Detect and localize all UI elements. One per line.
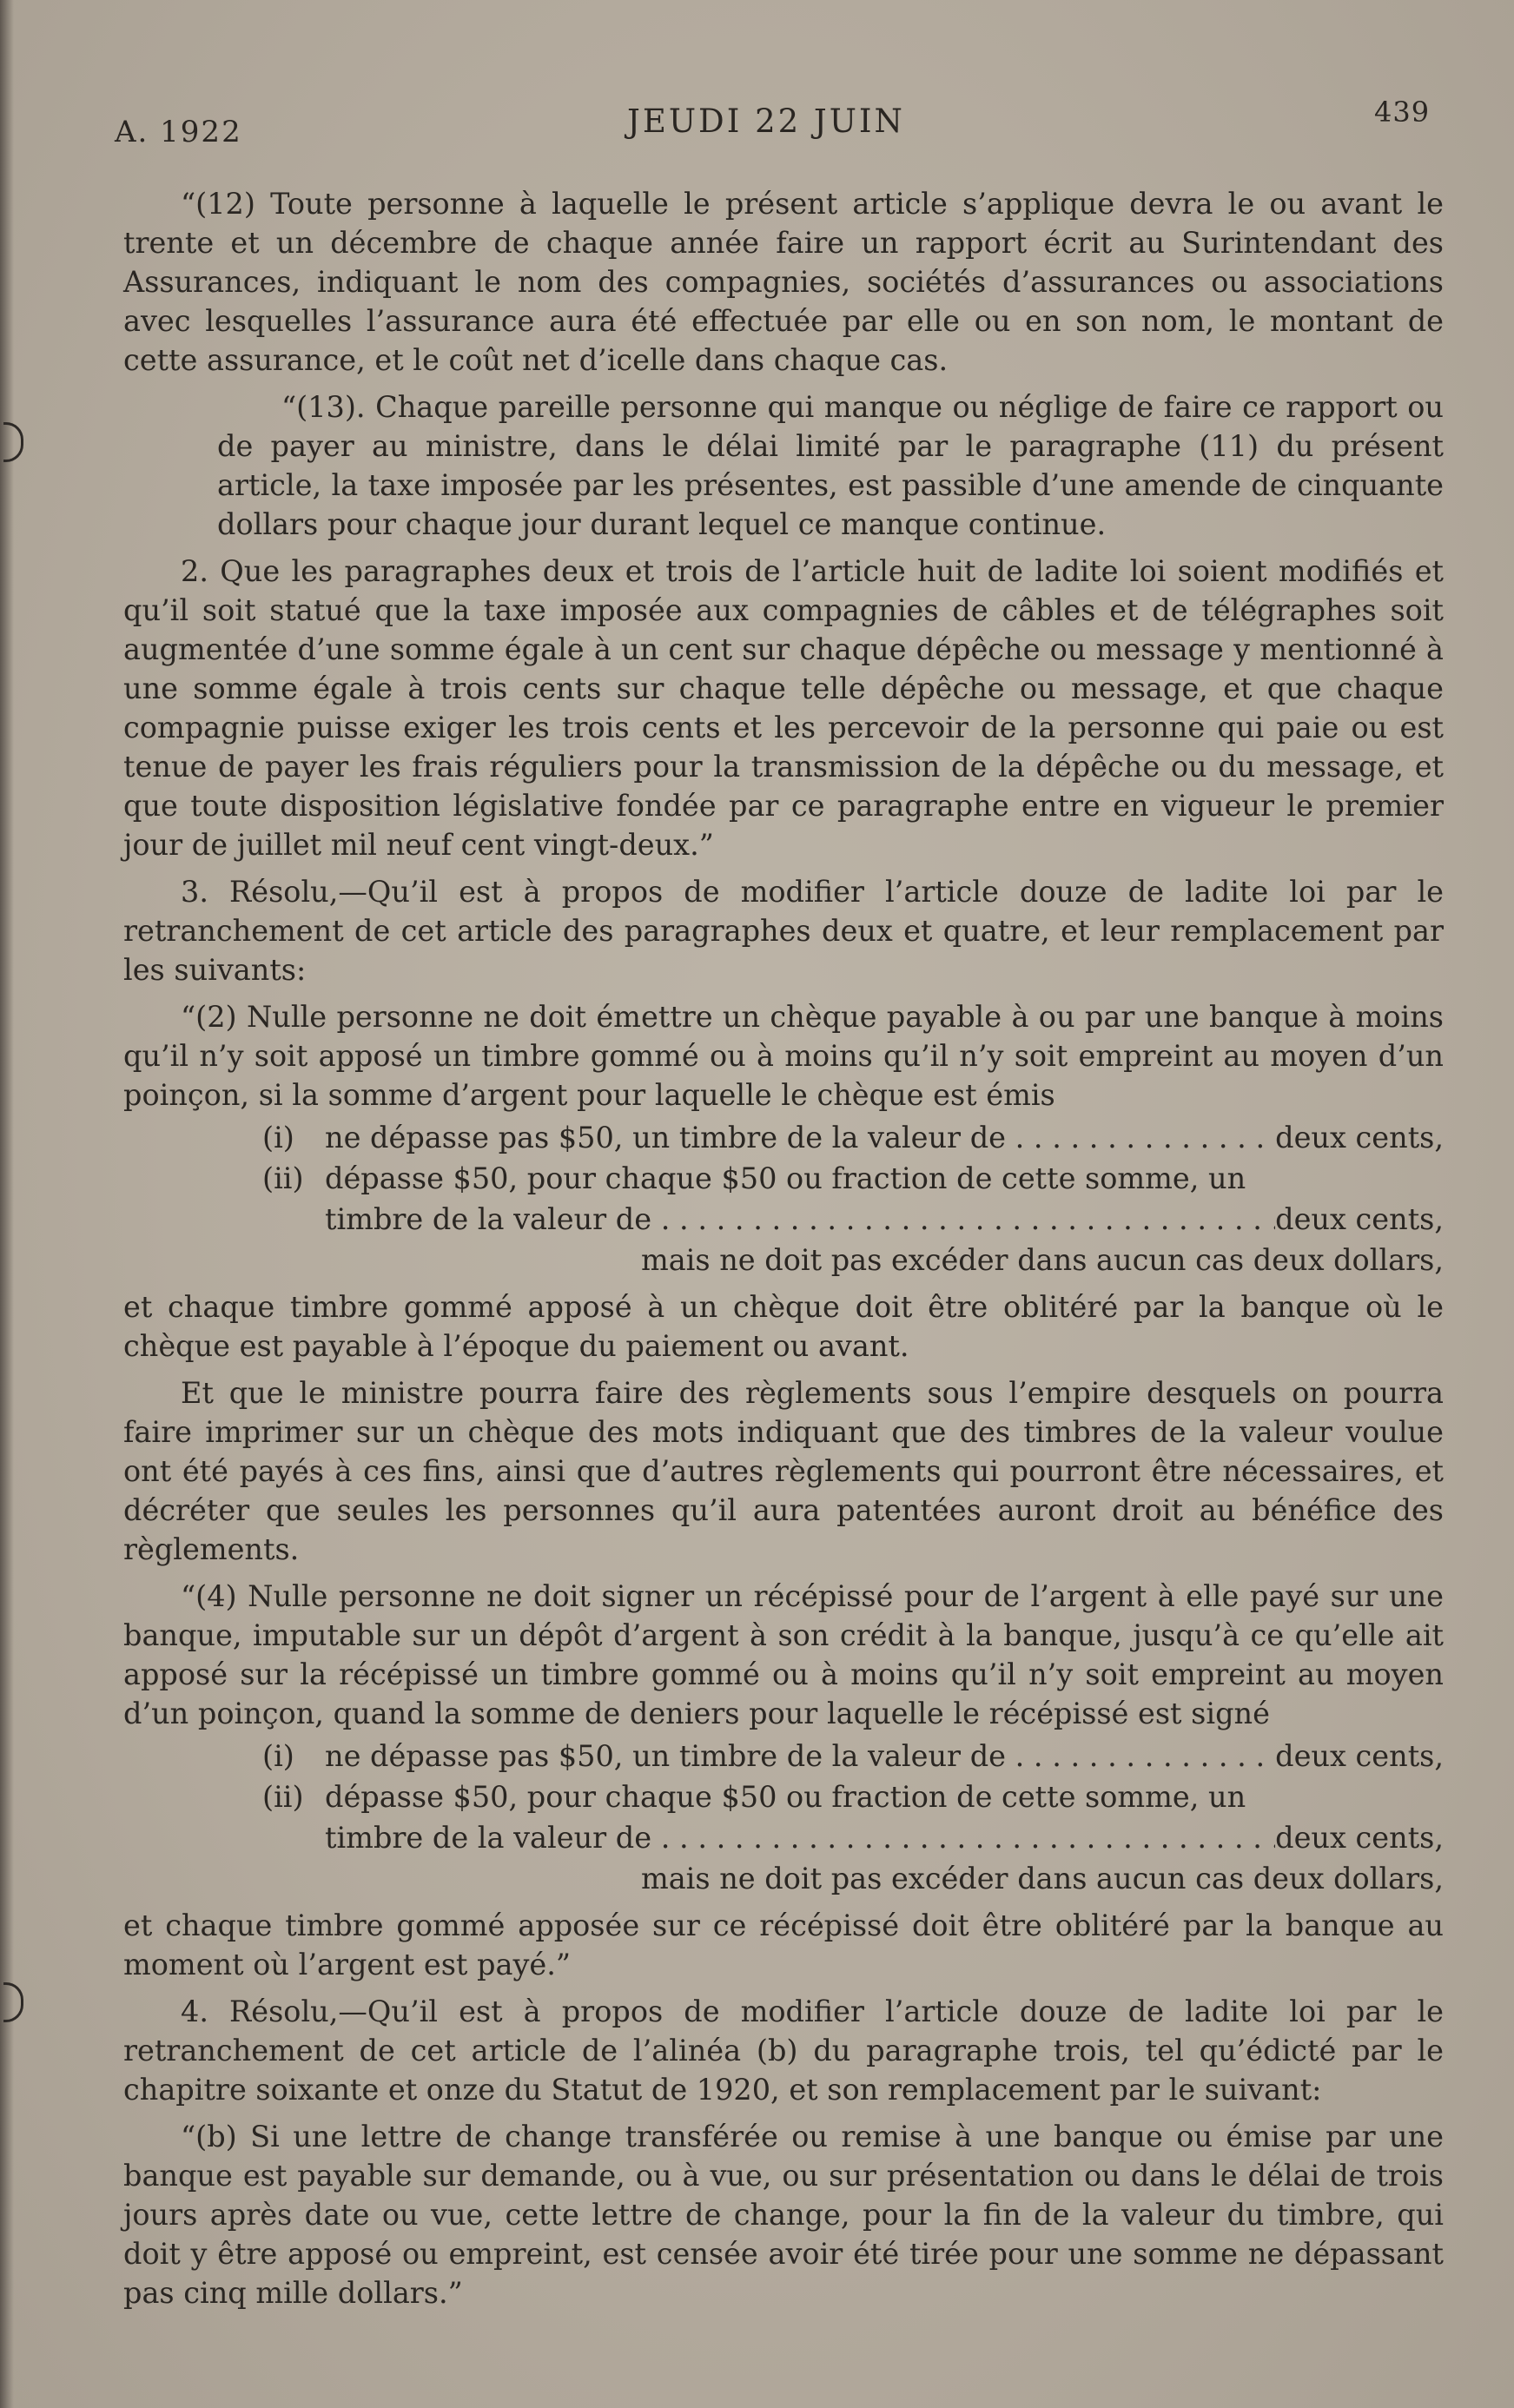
- subsection-2-limit: mais ne doit pas excéder dans aucun cas deux dollars,: [640, 1243, 1444, 1277]
- paragraph-12: “(12) Toute personne à laquelle le présent article s’applique devra le ou avant le trente et un décembre de chaque année faire un rapport écrit au Surintendant des Assurances, indiquant le nom des compagnies, sociétés d’assurances ou associations avec lesquelles l’assurance aura été effectuée par elle ou en son nom, le montant de cette assurance, et le coût net d’icelle dans chaque cas.: [123, 187, 1444, 377]
- item-text: ne dépasse pas $50, un timbre de la valeur de . . .: [325, 1737, 1275, 1776]
- subsection-2-close: et chaque timbre gommé apposé à un chèque doit être oblitéré par la banque où le chèque est payable à l’époque du paiement ou avant.: [123, 1290, 1444, 1363]
- item-text: timbre de la valeur de . . .: [325, 1200, 1275, 1239]
- resolution-4: 4. Résolu,—Qu’il est à propos de modifier l’article douze de ladite loi par le retranchement de cet article de l’alinéa (b) du paragraphe trois, tel qu’édicté par le chapitre soixante et onze du Statut de 1920, et son remplacement par le suivant:: [123, 1995, 1444, 2107]
- item-text: ne dépasse pas $50, un timbre de la valeur de . . .: [325, 1118, 1275, 1157]
- subsection-2-item-i: [262, 1118, 1444, 1157]
- subsection-4-close: et chaque timbre gommé apposée sur ce récépissé doit être oblitéré par la banque au moment où l’argent est payé.”: [123, 1909, 1444, 1981]
- page-body: [123, 184, 1444, 2320]
- subsection-4-item-i: [262, 1737, 1444, 1776]
- subsection-4-limit: mais ne doit pas excéder dans aucun cas deux dollars,: [640, 1862, 1444, 1895]
- item-amount: deux cents,: [1275, 1202, 1444, 1236]
- resolution-2: 2. Que les paragraphes deux et trois de l’article huit de ladite loi soient modifiés et qu’il soit statué que la taxe imposée aux compagnies de câbles et de télégraphes soit augmentée d’une somme égale à un cent sur chaque dépêche ou message y mentionné à une somme égale à trois cents sur chaque telle dépêche ou message, et que chaque compagnie puisse exiger les trois cents et les percevoir de la personne qui paie ou est tenue de payer les frais réguliers pour la transmission de la dépêche ou du message, et que toute disposition législative fondée par ce paragraphe entre en vigueur le premier jour de juillet mil neuf cent vingt-deux.”: [123, 554, 1444, 862]
- subsection-2-intro: “(2) Nulle personne ne doit émettre un chèque payable à ou par une banque à moins qu’il n’y soit apposé un timbre gommé ou à moins qu’il n’y soit empreint au moyen d’un poinçon, si la somme d’argent pour laquelle le chèque est émis: [123, 1000, 1444, 1112]
- subsection-2-item-ii: [262, 1159, 1444, 1198]
- resolution-3: 3. Résolu,—Qu’il est à propos de modifier l’article douze de ladite loi par le retranchement de cet article des paragraphes deux et quatre, et leur remplacement par les suivants:: [123, 875, 1444, 987]
- binding-hole-top: [3, 422, 23, 462]
- header-year: A. 1922: [115, 115, 242, 149]
- paragraph-13: “(13). Chaque pareille personne qui manque ou néglige de faire ce rapport ou de payer au ministre, dans le délai limité par le paragraphe (11) du présent article, la taxe imposée par les présentes, est passible d’une amende de cinquante dollars pour chaque jour durant lequel ce manque continue.: [217, 390, 1444, 541]
- item-amount: deux cents,: [1275, 1821, 1444, 1855]
- item-number: (ii): [262, 1161, 304, 1195]
- item-text: dépasse $50, pour chaque $50 ou fraction de cette somme, un: [325, 1161, 1246, 1195]
- paragraph-b: “(b) Si une lettre de change transférée ou remise à une banque ou émise par une banque est payable sur demande, ou à vue, ou sur présentation ou dans le délai de trois jours après date ou vue, cette lettre de change, pour la fin de la valeur du timbre, qui doit y être apposé ou empreint, est censée avoir été tirée pour une somme ne dépassant pas cinq mille dollars.”: [123, 2120, 1444, 2310]
- binding-hole-bottom: [3, 1982, 23, 2022]
- item-number: (i): [262, 1121, 294, 1154]
- subsection-2-item-ii-continued: [325, 1200, 1444, 1239]
- item-text: dépasse $50, pour chaque $50 ou fraction de cette somme, un: [325, 1780, 1246, 1814]
- binding-edge: [0, 0, 14, 2408]
- item-text: timbre de la valeur de . . .: [325, 1818, 1275, 1857]
- header-date: JEUDI 22 JUIN: [627, 103, 905, 140]
- page-header: [0, 96, 1514, 155]
- subsection-4-item-ii-continued: [325, 1818, 1444, 1857]
- subsection-4-intro: “(4) Nulle personne ne doit signer un récépissé pour de l’argent à elle payé sur une banque, imputable sur un dépôt d’argent à son crédit à la banque, jusqu’à ce qu’elle ait apposé sur la récépissé un timbre gommé ou à moins qu’il n’y soit empreint au moyen d’un poinçon, quand la somme de deniers pour laquelle le récépissé est signé: [123, 1579, 1444, 1730]
- item-number: (i): [262, 1739, 294, 1773]
- item-number: (ii): [262, 1780, 304, 1814]
- page-number: 439: [1374, 96, 1431, 129]
- item-amount: deux cents,: [1275, 1121, 1444, 1154]
- minister-regulations: Et que le ministre pourra faire des règlements sous l’empire desquels on pourra faire imprimer sur un chèque des mots indiquant que des timbres de la valeur voulue ont été payés à ces fins, ainsi que d’autres règlements qui pourront être nécessaires, et décréter que seules les personnes qu’il aura patentées auront droit au bénéfice des règlements.: [123, 1376, 1444, 1566]
- item-amount: deux cents,: [1275, 1739, 1444, 1773]
- subsection-4-item-ii: [262, 1777, 1444, 1816]
